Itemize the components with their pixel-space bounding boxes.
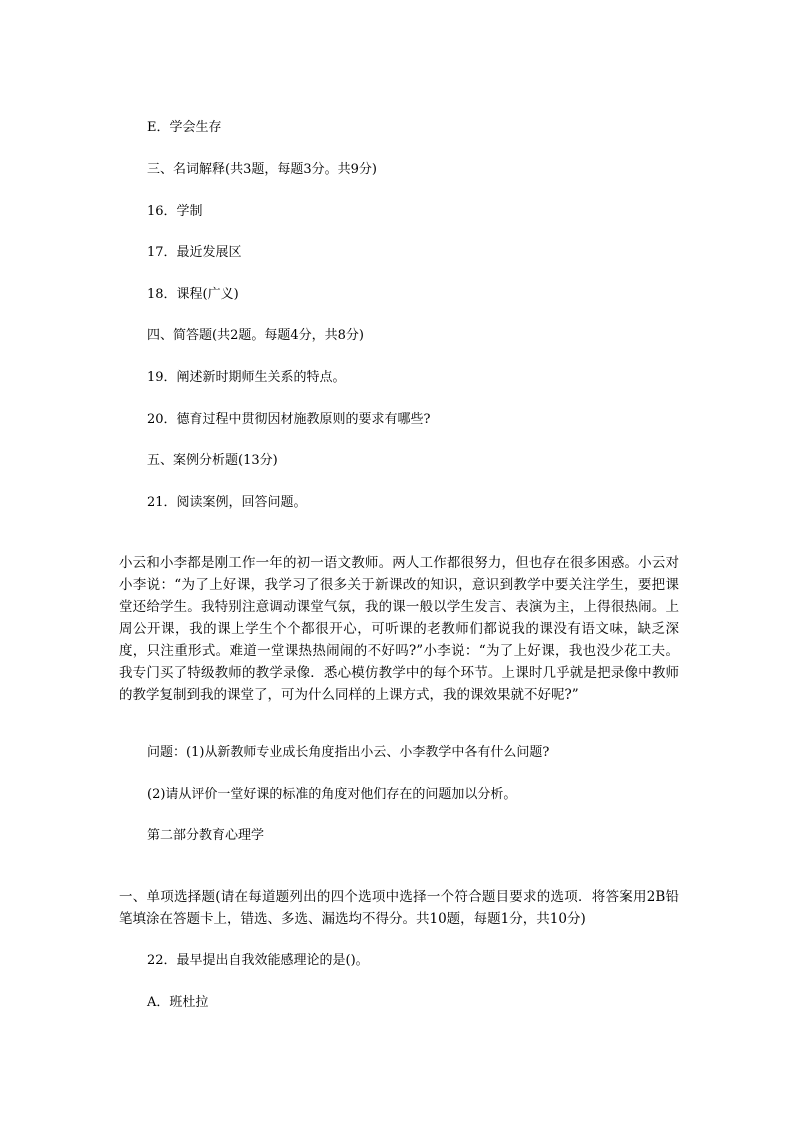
question-19: 19．阐述新时期师生关系的特点。	[147, 370, 346, 385]
question-17: 17．最近发展区	[147, 245, 242, 260]
section-1-mc-heading: 一、单项选择题(请在每道题列出的四个选项中选择一个符合题目要求的选项．将答案用2B铅笔填涂在答题卡上，错选、多选、漏选均不得分。共10题，每题1分，共10分)	[119, 889, 679, 927]
case-question-1: 问题：(1)从新教师专业成长角度指出小云、小李教学中各有什么问题?	[147, 745, 550, 760]
section-4-heading: 四、简答题(共2题。每题4分，共8分)	[147, 328, 364, 343]
question-22: 22．最早提出自我效能感理论的是()。	[147, 953, 369, 968]
question-18: 18．课程(广义)	[147, 287, 239, 302]
section-5-heading: 五、案例分析题(13分)	[147, 453, 278, 468]
option-a: A．班杜拉	[147, 995, 209, 1010]
case-text: 小云和小李都是刚工作一年的初一语文教师。两人工作都很努力，但也存在很多困惑。小云对小李说：“为了上好课，我学习了很多关于新课改的知识，意识到教学中要关注学生，要把课堂还给学生。我特别注意调动课堂气氛，我的课一般以学生发言、表演为主，上得很热闹。上周公开课，我的课上学生个个都很开心，可听课的老教师们都说我的课没有语文味，缺乏深度，只注重形式。难道一堂课热热闹闹的不好吗?”小李说：“为了上好课，我也没少花工夫。我专门买了特级教师的教学录像．悉心模仿教学中的每个环节。上课时几乎就是把录像中教师的教学复制到我的课堂了，可为什么同样的上课方式，我的课效果就不好呢?”	[119, 555, 679, 703]
question-21: 21．阅读案例，回答问题。	[147, 495, 307, 510]
part-2-heading: 第二部分教育心理学	[147, 828, 265, 843]
section-3-heading: 三、名词解释(共3题，每题3分。共9分)	[147, 162, 377, 177]
question-16: 16．学制	[147, 204, 203, 219]
option-e: E．学会生存	[147, 120, 222, 135]
case-question-2: (2)请从评价一堂好课的标准的角度对他们存在的问题加以分析。	[147, 787, 517, 802]
question-20: 20．德育过程中贯彻因材施教原则的要求有哪些?	[147, 412, 431, 427]
